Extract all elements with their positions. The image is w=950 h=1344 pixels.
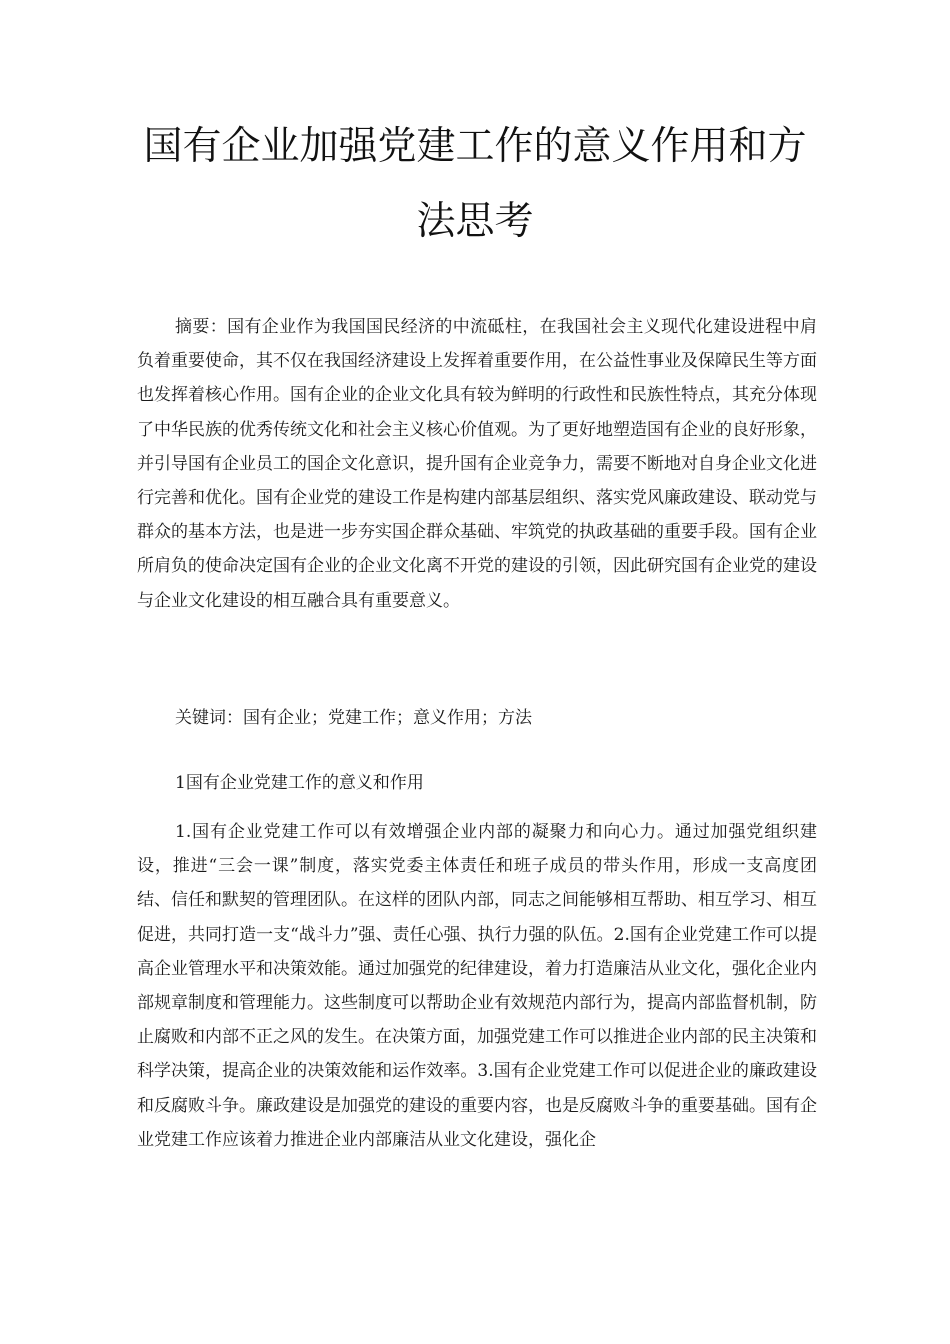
document-title-line-2: 法思考 (416, 199, 534, 244)
keywords-line (137, 701, 817, 735)
section-heading (137, 766, 817, 800)
document-title-line-1: 国有企业加强党建工作的意义作用和方 (143, 124, 807, 169)
section-paragraph-text: 1.国有企业党建工作可以有效增强企业内部的凝聚力和向心力。通过加强党组织建设，推进“三会一课”制度，落实党委主体责任和班子成员的带头作用，形成一支高度团结、信任和默契的管理团队。在这样的团队内部，同志之间能够相互帮助、相互学习、相互促进，共同打造一支“战斗力”强、责任心强、执行力强的队伍。2.国有企业党建工作可以提高企业管理水平和决策效能。通过加强党的纪律建设，着力打造廉洁从业文化，强化企业内部规章制度和管理能力。这些制度可以帮助企业有效规范内部行为，提高内部监督机制，防止腐败和内部不正之风的发生。在决策方面，加强党建工作可以推进企业内部的民主决策和科学决策，提高企业的决策效能和运作效率。3.国有企业党建工作可以促进企业的廉政建设和反腐败斗争。廉政建设是加强党的建设的重要内容，也是反腐败斗争的重要基础。国有企业党建工作应该着力推进企业内部廉洁从业文化建设，强化企 (137, 822, 817, 1150)
section-paragraph (137, 815, 817, 1157)
keywords-text: 关键词：国有企业；党建工作；意义作用；方法 (175, 708, 532, 728)
abstract-paragraph (137, 310, 817, 618)
abstract-text: 摘要：国有企业作为我国国民经济的中流砥柱，在我国社会主义现代化建设进程中肩负着重要使命，其不仅在我国经济建设上发挥着重要作用，在公益性事业及保障民生等方面也发挥着核心作用。国有企业的企业文化具有较为鲜明的行政性和民族性特点，其充分体现了中华民族的优秀传统文化和社会主义核心价值观。为了更好地塑造国有企业的良好形象，并引导国有企业员工的国企文化意识，提升国有企业竞争力，需要不断地对自身企业文化进行完善和优化。国有企业党的建设工作是构建内部基层组织、落实党风廉政建设、联动党与群众的基本方法，也是进一步夯实国企群众基础、牢筑党的执政基础的重要手段。国有企业所肩负的使命决定国有企业的企业文化离不开党的建设的引领，因此研究国有企业党的建设与企业文化建设的相互融合具有重要意义。 (137, 317, 817, 611)
section-heading-text: 1国有企业党建工作的意义和作用 (175, 773, 424, 793)
